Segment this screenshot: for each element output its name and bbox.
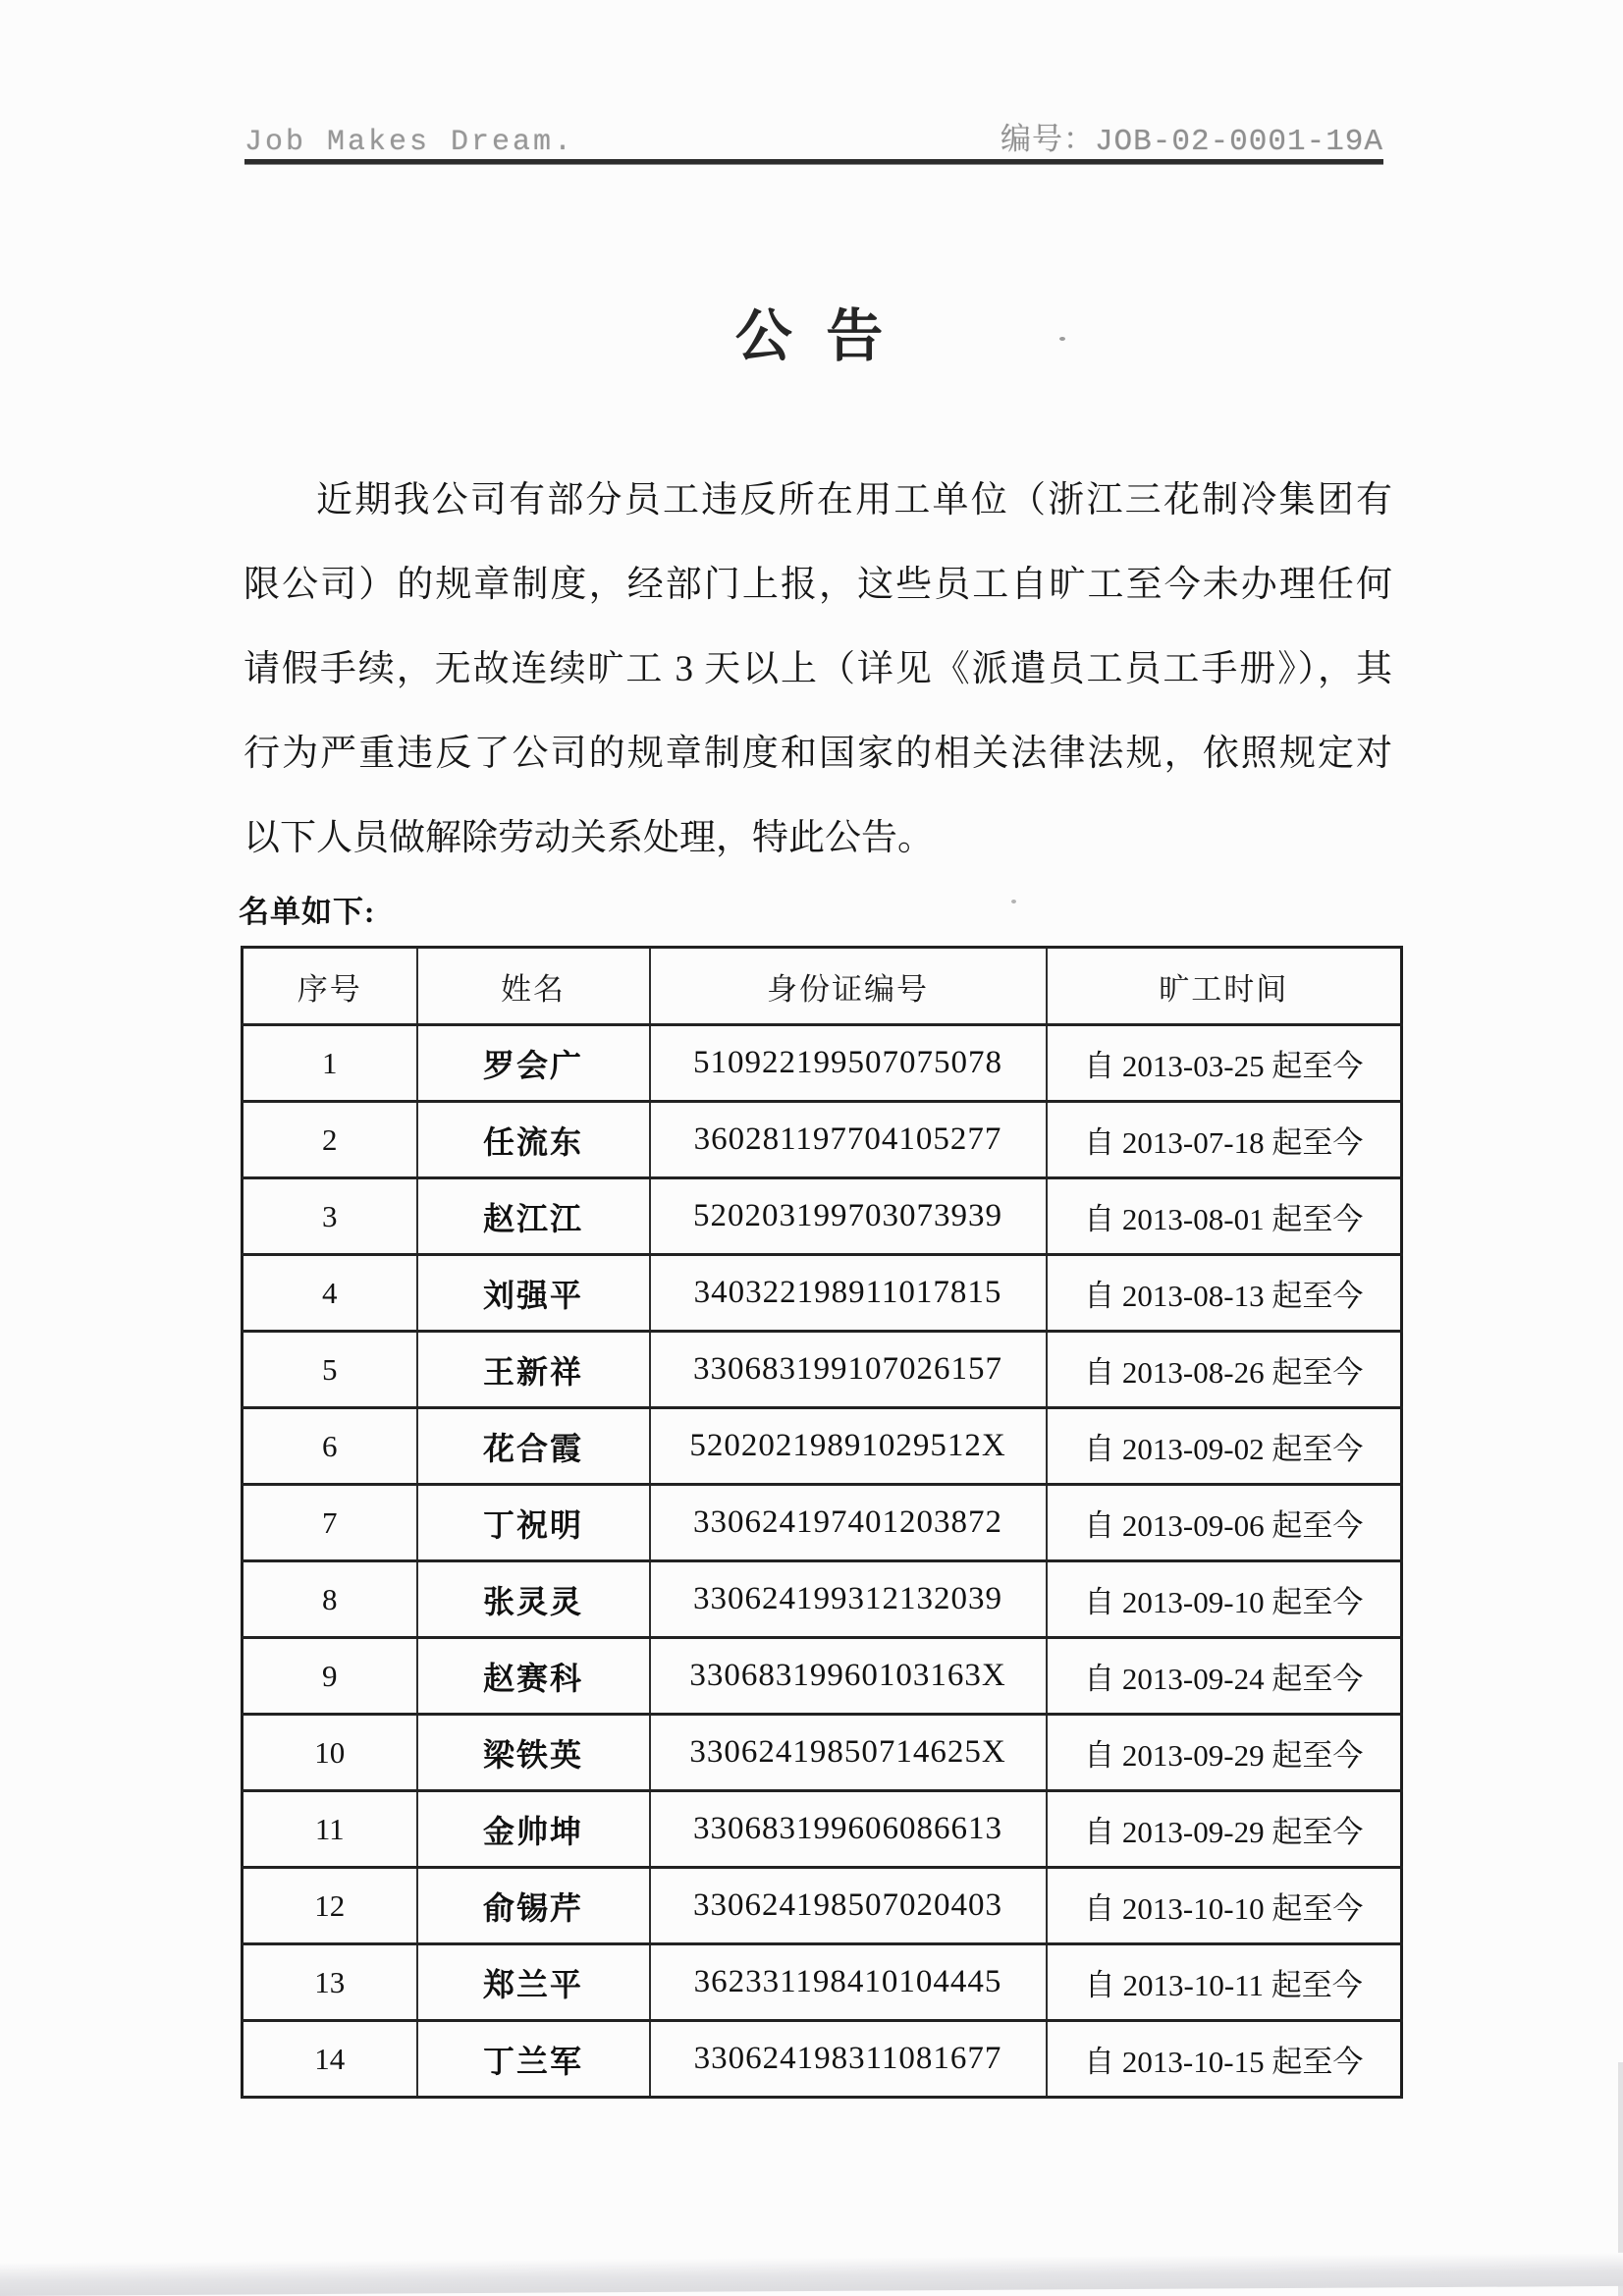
table-row <box>243 2021 1402 2098</box>
company-slogan: Job Makes Dream. <box>244 126 575 159</box>
id-number-cell: 362331198410104445 <box>650 1944 1047 2021</box>
name-cell: 任流东 <box>417 1102 650 1178</box>
scan-speck <box>1011 900 1016 903</box>
absence-period-cell: 自 2013-09-10 起至今 <box>1047 1561 1402 1638</box>
name-cell: 俞锡芹 <box>417 1868 650 1944</box>
row-index-cell: 11 <box>243 1791 417 1868</box>
name-cell: 丁兰军 <box>417 2021 650 2098</box>
absence-period-cell: 自 2013-10-10 起至今 <box>1047 1868 1402 1944</box>
column-header: 身份证编号 <box>650 948 1047 1025</box>
table-row <box>243 1332 1402 1408</box>
absence-period-cell: 自 2013-08-26 起至今 <box>1047 1332 1402 1408</box>
body-line: 近期我公司有部分员工违反所在用工单位（浙江三花制冷集团有 <box>316 480 1392 520</box>
name-cell: 金帅坤 <box>417 1791 650 1868</box>
column-header: 旷工时间 <box>1047 948 1402 1025</box>
absence-period-cell: 自 2013-08-01 起至今 <box>1047 1178 1402 1255</box>
absence-roster-table <box>241 946 1403 2099</box>
id-number-cell: 330624198507020403 <box>650 1868 1047 1944</box>
table-row <box>243 1638 1402 1715</box>
row-index-cell: 8 <box>243 1561 417 1638</box>
table-body <box>243 1025 1402 2098</box>
absence-period-cell: 自 2013-10-15 起至今 <box>1047 2021 1402 2098</box>
roster-table-container <box>241 946 1403 2099</box>
absence-period-cell: 自 2013-09-29 起至今 <box>1047 1715 1402 1791</box>
table-row <box>243 1102 1402 1178</box>
id-number-cell: 520203199703073939 <box>650 1178 1047 1255</box>
body-line: 行为严重违反了公司的规章制度和国家的相关法律法规，依照规定对 <box>243 734 1392 774</box>
table-row <box>243 1868 1402 1944</box>
name-cell: 丁祝明 <box>417 1485 650 1561</box>
id-number-cell: 330624197401203872 <box>650 1485 1047 1561</box>
scan-edge-shadow <box>0 2253 1623 2296</box>
table-row <box>243 1715 1402 1791</box>
table-row <box>243 1561 1402 1638</box>
column-header: 序号 <box>243 948 417 1025</box>
id-number-cell: 33068319960103163X <box>650 1638 1047 1715</box>
row-index-cell: 3 <box>243 1178 417 1255</box>
name-cell: 张灵灵 <box>417 1561 650 1638</box>
name-cell: 花合霞 <box>417 1408 650 1485</box>
absence-period-cell: 自 2013-09-24 起至今 <box>1047 1638 1402 1715</box>
header-divider <box>244 159 1383 164</box>
absence-period-cell: 自 2013-03-25 起至今 <box>1047 1025 1402 1102</box>
announcement-body <box>243 459 1392 881</box>
row-index-cell: 2 <box>243 1102 417 1178</box>
row-index-cell: 6 <box>243 1408 417 1485</box>
name-cell: 刘强平 <box>417 1255 650 1332</box>
scan-speck <box>1059 337 1065 341</box>
table-row <box>243 1025 1402 1102</box>
id-number-cell: 510922199507075078 <box>650 1025 1047 1102</box>
id-number-cell: 33062419850714625X <box>650 1715 1047 1791</box>
table-row <box>243 1485 1402 1561</box>
body-line: 请假手续，无故连续旷工 3 天以上（详见《派遣员工员工手册》），其 <box>243 649 1392 689</box>
id-number-cell: 52020219891029512X <box>650 1408 1047 1485</box>
absence-period-cell: 自 2013-09-02 起至今 <box>1047 1408 1402 1485</box>
row-index-cell: 10 <box>243 1715 417 1791</box>
absence-period-cell: 自 2013-10-11 起至今 <box>1047 1944 1402 2021</box>
row-index-cell: 14 <box>243 2021 417 2098</box>
absence-period-cell: 自 2013-07-18 起至今 <box>1047 1102 1402 1178</box>
table-row <box>243 1408 1402 1485</box>
name-cell: 赵赛科 <box>417 1638 650 1715</box>
id-number-cell: 360281197704105277 <box>650 1102 1047 1178</box>
id-number-cell: 330624199312132039 <box>650 1561 1047 1638</box>
table-row <box>243 1944 1402 2021</box>
row-index-cell: 1 <box>243 1025 417 1102</box>
id-number-cell: 330683199606086613 <box>650 1791 1047 1868</box>
id-number-cell: 340322198911017815 <box>650 1255 1047 1332</box>
name-cell: 罗会广 <box>417 1025 650 1102</box>
body-line: 以下人员做解除劳动关系处理，特此公告。 <box>243 818 934 858</box>
id-number-cell: 330683199107026157 <box>650 1332 1047 1408</box>
name-cell: 郑兰平 <box>417 1944 650 2021</box>
name-cell: 王新祥 <box>417 1332 650 1408</box>
absence-period-cell: 自 2013-08-13 起至今 <box>1047 1255 1402 1332</box>
name-cell: 梁铁英 <box>417 1715 650 1791</box>
table-row <box>243 1178 1402 1255</box>
row-index-cell: 5 <box>243 1332 417 1408</box>
row-index-cell: 9 <box>243 1638 417 1715</box>
row-index-cell: 4 <box>243 1255 417 1332</box>
row-index-cell: 12 <box>243 1868 417 1944</box>
page-header <box>244 118 1383 159</box>
table-row <box>243 1255 1402 1332</box>
column-header: 姓名 <box>417 948 650 1025</box>
absence-period-cell: 自 2013-09-06 起至今 <box>1047 1485 1402 1561</box>
table-header <box>243 948 1402 1025</box>
header-row <box>243 948 1402 1025</box>
row-index-cell: 7 <box>243 1485 417 1561</box>
page-title: 公 告 <box>734 304 893 368</box>
id-number-cell: 330624198311081677 <box>650 2021 1047 2098</box>
list-label: 名单如下: <box>239 895 376 929</box>
document-number: 编号：JOB-02-0001-19A <box>1000 125 1383 159</box>
table-row <box>243 1791 1402 1868</box>
row-index-cell: 13 <box>243 1944 417 2021</box>
absence-period-cell: 自 2013-09-29 起至今 <box>1047 1791 1402 1868</box>
body-line: 限公司）的规章制度，经部门上报，这些员工自旷工至今未办理任何 <box>243 565 1392 605</box>
name-cell: 赵江江 <box>417 1178 650 1255</box>
